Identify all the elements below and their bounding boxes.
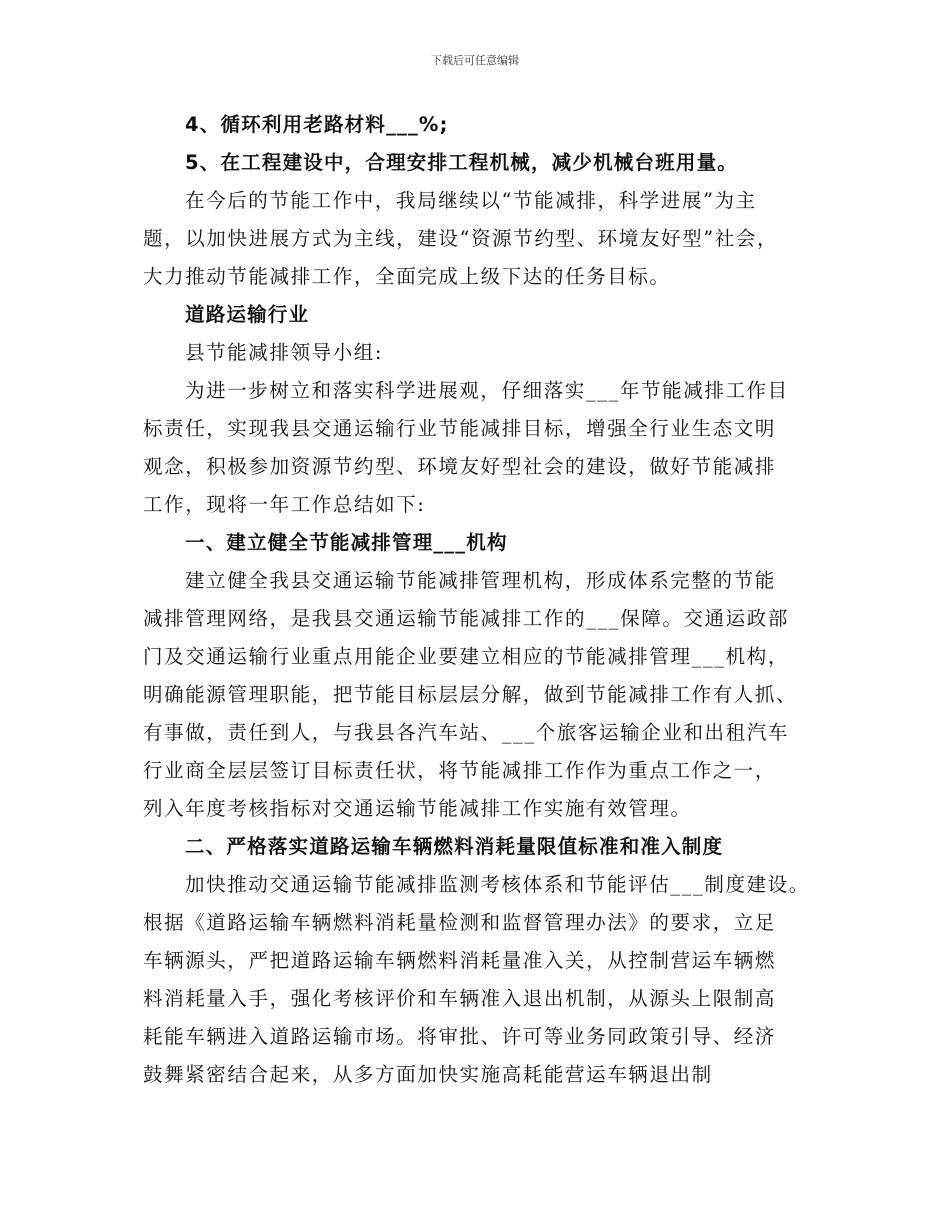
- document-body: [143, 106, 811, 1094]
- heading-line: 5、在工程建设中，合理安排工程机械，减少机械台班用量。: [185, 151, 738, 174]
- paragraph-line: 根据《道路运输车辆燃料消耗量检测和监督管理办法》的要求，立足: [143, 911, 777, 934]
- paragraph-line: 鼓舞紧密结合起来，从多方面加快实施高耗能营运车辆退出制: [143, 1063, 713, 1086]
- paragraph-line: 建立健全我县交通运输节能减排管理机构，形成体系完整的节能: [185, 569, 776, 592]
- paragraph-line: 标责任，实现我县交通运输行业节能减排目标，增强全行业生态文明: [143, 417, 777, 440]
- paragraph-line: 行业商全层层签订目标责任状，将节能减排工作作为重点工作之一，: [143, 759, 777, 782]
- paragraph-line: 门及交通运输行业重点用能企业要建立相应的节能减排管理___机构，: [143, 645, 789, 668]
- paragraph-line: 列入年度考核指标对交通运输节能减排工作实施有效管理。: [143, 797, 692, 820]
- paragraph-line: 为进一步树立和落实科学进展观，仔细落实___年节能减排工作目: [185, 379, 789, 402]
- paragraph-line: 题，以加快进展方式为主线，建设“资源节约型、环境友好型”社会，: [143, 227, 779, 250]
- paragraph-line: 车辆源头，严把道路运输车辆燃料消耗量准入关，从控制营运车辆燃: [143, 949, 777, 972]
- paragraph-line: 县节能减排领导小组:: [185, 341, 384, 364]
- paragraph-line: 有事做，责任到人，与我县各汽车站、___个旅客运输企业和出租汽车: [143, 721, 789, 744]
- heading-line: 一、建立健全节能减排管理___机构: [185, 531, 508, 554]
- paragraph-line: 加快推动交通运输节能减排监测考核体系和节能评估___制度建设。: [185, 873, 810, 896]
- page-header: 下载后可任意编辑: [431, 54, 519, 67]
- paragraph-line: 减排管理网络，是我县交通运输节能减排工作的___保障。交通运政部: [143, 607, 789, 630]
- paragraph-line: 明确能源管理职能，把节能目标层层分解，做到节能减排工作有人抓、: [143, 683, 798, 706]
- paragraph-line: 工作，现将一年工作总结如下:: [143, 493, 426, 516]
- paragraph-line: 大力推动节能减排工作，全面完成上级下达的任务目标。: [143, 265, 671, 288]
- heading-line: 道路运输行业: [185, 303, 310, 326]
- paragraph-line: 耗能车辆进入道路运输市场。将审批、许可等业务同政策引导、经济: [143, 1025, 777, 1048]
- paragraph-line: 料消耗量入手，强化考核评价和车辆准入退出机制，从源头上限制高: [143, 987, 777, 1010]
- paragraph-line: 观念，积极参加资源节约型、环境友好型社会的建设，做好节能减排: [143, 455, 777, 478]
- paragraph-line: 在今后的节能工作中，我局继续以“节能减排，科学进展”为主: [185, 189, 757, 212]
- heading-line: 二、严格落实道路运输车辆燃料消耗量限值标准和准入制度: [185, 835, 724, 858]
- heading-line: 4、循环利用老路材料___%;: [185, 113, 449, 136]
